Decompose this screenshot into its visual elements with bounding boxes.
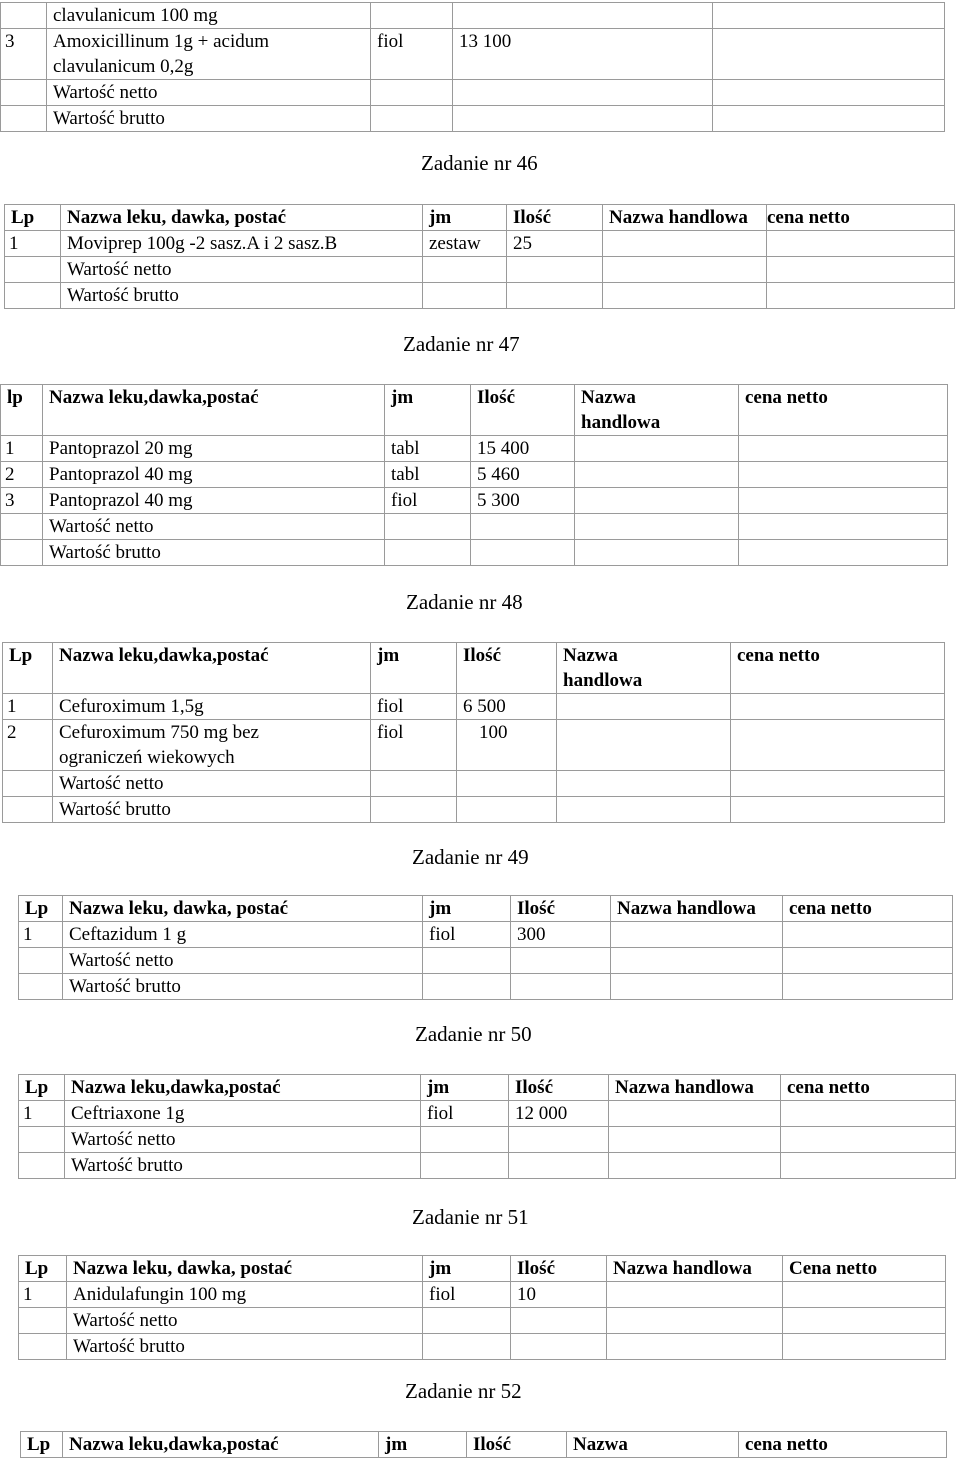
table-header-row — [1, 385, 948, 436]
cell-lp: 1 — [5, 231, 61, 257]
header-jm: jm — [385, 385, 471, 436]
table-row — [3, 694, 945, 720]
cell-name: clavulanicum 100 mg — [47, 3, 371, 29]
cell-lp: 3 — [1, 488, 43, 514]
cell-jm: fiol — [371, 720, 457, 771]
header-lp: lp — [1, 385, 43, 436]
cell-lp: 1 — [19, 1282, 67, 1308]
table-row — [1, 488, 948, 514]
header-cena: cena netto — [739, 1432, 947, 1458]
section-title-46: Zadanie nr 46 — [421, 151, 538, 175]
cell-ilosc: 12 000 — [509, 1101, 609, 1127]
table-row — [1, 80, 945, 106]
cell-name: Pantoprazol 40 mg — [43, 488, 385, 514]
table-header-row — [5, 205, 955, 231]
header-ilosc: Ilość — [467, 1432, 567, 1458]
cell-name: Pantoprazol 40 mg — [43, 462, 385, 488]
table-zadanie-52 — [20, 1431, 947, 1458]
section-title-52: Zadanie nr 52 — [405, 1379, 522, 1403]
header-jm: jm — [421, 1075, 509, 1101]
table-zadanie-49 — [18, 895, 953, 1000]
table-row — [19, 1101, 956, 1127]
table-row — [19, 922, 953, 948]
table-row — [1, 3, 945, 29]
cell-jm: fiol — [423, 922, 511, 948]
wartosc-netto-label: Wartość netto — [65, 1127, 421, 1153]
cell-lp: 1 — [19, 1101, 65, 1127]
header-name: Nazwa leku,dawka,postać — [53, 643, 371, 694]
cell-jm: tabl — [385, 436, 471, 462]
cell-ilosc: 100 — [457, 720, 557, 771]
table-row — [19, 1282, 946, 1308]
cell-ilosc: 5 300 — [471, 488, 575, 514]
table-row — [19, 1334, 946, 1360]
header-cena: cena netto — [767, 205, 955, 231]
section-title-47: Zadanie nr 47 — [403, 332, 520, 356]
header-jm: jm — [423, 205, 507, 231]
header-name: Nazwa leku,dawka,postać — [63, 1432, 379, 1458]
header-ilosc: Ilość — [511, 896, 611, 922]
header-handlowa: Nazwa handlowa — [611, 896, 783, 922]
table-row — [1, 462, 948, 488]
header-jm: jm — [423, 896, 511, 922]
header-name: Nazwa leku, dawka, postać — [63, 896, 423, 922]
header-cena: cena netto — [781, 1075, 956, 1101]
table-row — [3, 720, 945, 771]
section-title-48: Zadanie nr 48 — [406, 590, 523, 614]
header-lp: Lp — [19, 1075, 65, 1101]
table-row — [1, 540, 948, 566]
wartosc-netto-label: Wartość netto — [67, 1308, 423, 1334]
wartosc-netto-label: Wartość netto — [53, 771, 371, 797]
cell-lp: 3 — [1, 29, 47, 80]
cell-jm: fiol — [421, 1101, 509, 1127]
cell-jm: fiol — [385, 488, 471, 514]
header-handlowa: Nazwa handlowa — [575, 385, 739, 436]
header-name: Nazwa leku,dawka,postać — [65, 1075, 421, 1101]
cell-lp: 2 — [1, 462, 43, 488]
table-zadanie-51 — [18, 1255, 946, 1360]
header-name: Nazwa leku, dawka, postać — [67, 1256, 423, 1282]
header-name: Nazwa leku,dawka,postać — [43, 385, 385, 436]
section-title-49: Zadanie nr 49 — [412, 845, 529, 869]
header-lp: Lp — [5, 205, 61, 231]
header-cena: Cena netto — [783, 1256, 946, 1282]
cell-name: Ceftriaxone 1g — [65, 1101, 421, 1127]
cell-ilosc: 25 — [507, 231, 603, 257]
wartosc-brutto-label: Wartość brutto — [67, 1334, 423, 1360]
table-zadanie-47 — [0, 384, 948, 566]
header-name: Nazwa leku, dawka, postać — [61, 205, 423, 231]
cell-name: Pantoprazol 20 mg — [43, 436, 385, 462]
table-zadanie-48 — [2, 642, 945, 823]
table-row — [1, 29, 945, 80]
table-row — [3, 771, 945, 797]
table-header-row — [21, 1432, 947, 1458]
table-row — [5, 257, 955, 283]
table-row — [19, 1308, 946, 1334]
cell-lp: 2 — [3, 720, 53, 771]
cell-ilosc: 10 — [511, 1282, 607, 1308]
header-lp: Lp — [19, 896, 63, 922]
wartosc-brutto-label: Wartość brutto — [63, 974, 423, 1000]
cell-jm: zestaw — [423, 231, 507, 257]
cell-lp: 1 — [1, 436, 43, 462]
wartosc-netto-label: Wartość netto — [61, 257, 423, 283]
cell-name: Cefuroximum 750 mg bez ograniczeń wiekowych — [53, 720, 371, 771]
header-cena: cena netto — [739, 385, 948, 436]
cell-ilosc: 5 460 — [471, 462, 575, 488]
table-row — [3, 797, 945, 823]
cell-jm: fiol — [371, 694, 457, 720]
header-ilosc: Ilość — [507, 205, 603, 231]
section-title-50: Zadanie nr 50 — [415, 1022, 532, 1046]
section-title-51: Zadanie nr 51 — [412, 1205, 529, 1229]
cell-name: Cefuroximum 1,5g — [53, 694, 371, 720]
header-lp: Lp — [19, 1256, 67, 1282]
header-handlowa: Nazwa handlowa — [609, 1075, 781, 1101]
header-lp: Lp — [3, 643, 53, 694]
table-row — [19, 948, 953, 974]
wartosc-brutto-label: Wartość brutto — [53, 797, 371, 823]
cell-lp: 1 — [3, 694, 53, 720]
header-handlowa: Nazwa handlowa — [557, 643, 731, 694]
table-header-row — [3, 643, 945, 694]
wartosc-netto-label: Wartość netto — [63, 948, 423, 974]
header-lp: Lp — [21, 1432, 63, 1458]
table-row — [19, 1127, 956, 1153]
table-header-row — [19, 896, 953, 922]
header-ilosc: Ilość — [457, 643, 557, 694]
table-row — [1, 106, 945, 132]
header-cena: cena netto — [783, 896, 953, 922]
cell-name: Ceftazidum 1 g — [63, 922, 423, 948]
cell-lp: 1 — [19, 922, 63, 948]
table-row — [5, 231, 955, 257]
header-ilosc: Ilość — [471, 385, 575, 436]
cell-ilosc: 6 500 — [457, 694, 557, 720]
cell-name: Amoxicillinum 1g + acidum clavulanicum 0,2g — [47, 29, 371, 80]
header-ilosc: Ilość — [509, 1075, 609, 1101]
table-header-row — [19, 1075, 956, 1101]
header-jm: jm — [379, 1432, 467, 1458]
table-header-row — [19, 1256, 946, 1282]
cell-jm: fiol — [423, 1282, 511, 1308]
wartosc-brutto-label: Wartość brutto — [61, 283, 423, 309]
header-handlowa: Nazwa — [567, 1432, 739, 1458]
table-row — [1, 436, 948, 462]
cell-name: Anidulafungin 100 mg — [67, 1282, 423, 1308]
cell-ilosc: 13 100 — [453, 29, 713, 80]
table-row — [5, 283, 955, 309]
wartosc-brutto-label: Wartość brutto — [43, 540, 385, 566]
header-handlowa: Nazwa handlowa — [603, 205, 767, 231]
wartosc-brutto-label: Wartość brutto — [47, 106, 371, 132]
header-cena: cena netto — [731, 643, 945, 694]
header-ilosc: Ilość — [511, 1256, 607, 1282]
table-row — [19, 1153, 956, 1179]
cell-jm: tabl — [385, 462, 471, 488]
table-row — [1, 514, 948, 540]
cell-ilosc: 300 — [511, 922, 611, 948]
table-zadanie-50 — [18, 1074, 956, 1179]
table-zadanie-46 — [4, 204, 955, 309]
header-jm: jm — [423, 1256, 511, 1282]
cell-jm: fiol — [371, 29, 453, 80]
header-handlowa: Nazwa handlowa — [607, 1256, 783, 1282]
header-jm: jm — [371, 643, 457, 694]
wartosc-netto-label: Wartość netto — [43, 514, 385, 540]
wartosc-brutto-label: Wartość brutto — [65, 1153, 421, 1179]
cell-name: Moviprep 100g -2 sasz.A i 2 sasz.B — [61, 231, 423, 257]
cell-ilosc: 15 400 — [471, 436, 575, 462]
table-zadanie-45-continuation — [0, 2, 945, 132]
wartosc-netto-label: Wartość netto — [47, 80, 371, 106]
table-row — [19, 974, 953, 1000]
